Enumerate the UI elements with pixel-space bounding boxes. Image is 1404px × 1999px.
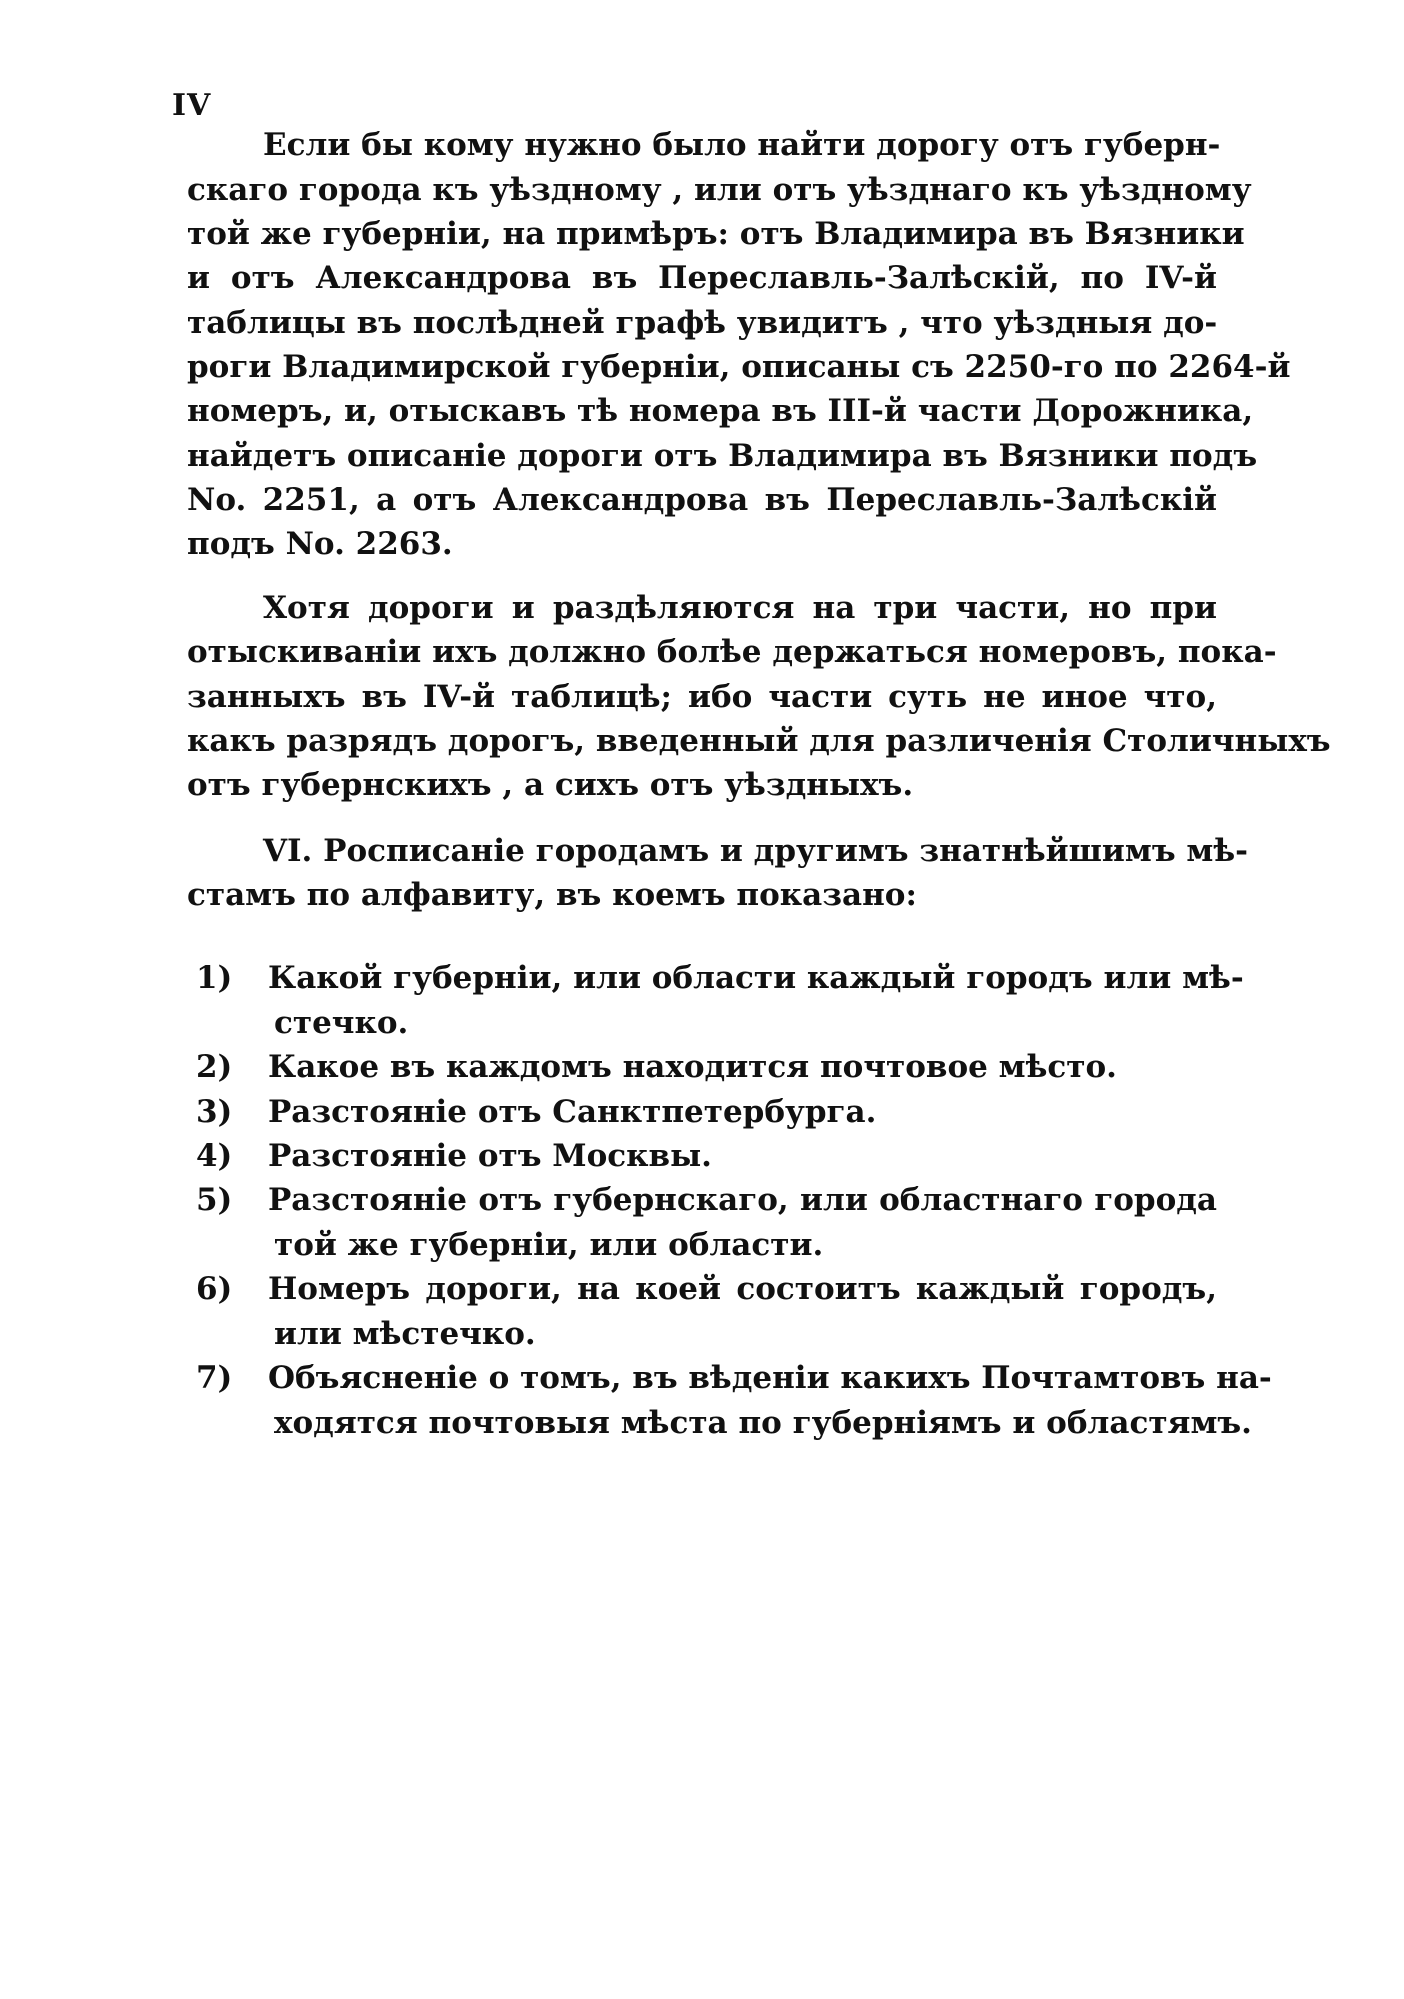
text-line: подъ No. 2263. [187, 526, 453, 562]
list-item-text: Разстояніе отъ Санктпетербурга. [268, 1094, 877, 1130]
text-line: занныхъ въ IV-й таблицѣ; ибо части суть не иное что, [187, 679, 1217, 715]
text-line: какъ разрядъ дорогъ, введенный для различенія Столичныхъ [187, 723, 1331, 759]
text-line: No. 2251, а отъ Александрова въ Переславль-Залѣскій [187, 482, 1217, 518]
text-line: скаго города къ уѣздному , или отъ уѣзднаго къ уѣздному [187, 172, 1252, 208]
text-line: и отъ Александрова въ Переславль-Залѣскій, по IV-й [187, 260, 1217, 296]
list-item-text: Какое въ каждомъ находится почтовое мѣсто. [268, 1049, 1117, 1085]
list-item-text: Какой губерніи, или области каждый городъ или мѣ- [268, 960, 1244, 996]
text-line: роги Владимирской губерніи, описаны съ 2250-го по 2264-й [187, 349, 1291, 385]
text-line: отыскиваніи ихъ должно болѣе держаться номеровъ, пока- [187, 634, 1277, 670]
list-item-text: Объясненіе о томъ, въ вѣденіи какихъ Почтамтовъ на- [268, 1360, 1272, 1396]
text-line: стамъ по алфавиту, въ коемъ показано: [187, 877, 917, 913]
list-item-number: 5) [196, 1182, 233, 1218]
list-item-number: 7) [196, 1360, 233, 1396]
page-number: IV [172, 88, 212, 123]
text-line: VI. Росписаніе городамъ и другимъ знатнѣйшимъ мѣ- [263, 833, 1249, 869]
text-line: той же губерніи, на примѣръ: отъ Владимира въ Вязники [187, 216, 1245, 252]
list-item-text: Разстояніе отъ губернскаго, или областнаго города [268, 1182, 1217, 1218]
list-item-number: 6) [196, 1271, 233, 1307]
text-line: отъ губернскихъ , а сихъ отъ уѣздныхъ. [187, 767, 914, 803]
text-line: Хотя дороги и раздѣляются на три части, но при [263, 590, 1217, 626]
text-line: Если бы кому нужно было найти дорогу отъ губерн- [263, 127, 1221, 163]
list-item-text: ходятся почтовыя мѣста по губерніямъ и областямъ. [274, 1405, 1252, 1441]
list-item-text: или мѣстечко. [274, 1316, 536, 1352]
list-item-text: Разстояніе отъ Москвы. [268, 1138, 712, 1174]
list-item-number: 4) [196, 1138, 233, 1174]
list-item-number: 1) [196, 960, 233, 996]
list-item-number: 2) [196, 1049, 233, 1085]
list-item-text: стечко. [274, 1005, 409, 1041]
text-line: таблицы въ послѣдней графѣ увидитъ , что уѣздныя до- [187, 305, 1218, 341]
list-item-number: 3) [196, 1094, 233, 1130]
text-line: номеръ, и, отыскавъ тѣ номера въ III-й части Дорожника, [187, 393, 1254, 429]
text-line: найдетъ описаніе дороги отъ Владимира въ Вязники подъ [187, 438, 1258, 474]
list-item-text: той же губерніи, или области. [274, 1227, 824, 1263]
list-item-text: Номеръ дороги, на коей состоитъ каждый городъ, [268, 1271, 1217, 1307]
